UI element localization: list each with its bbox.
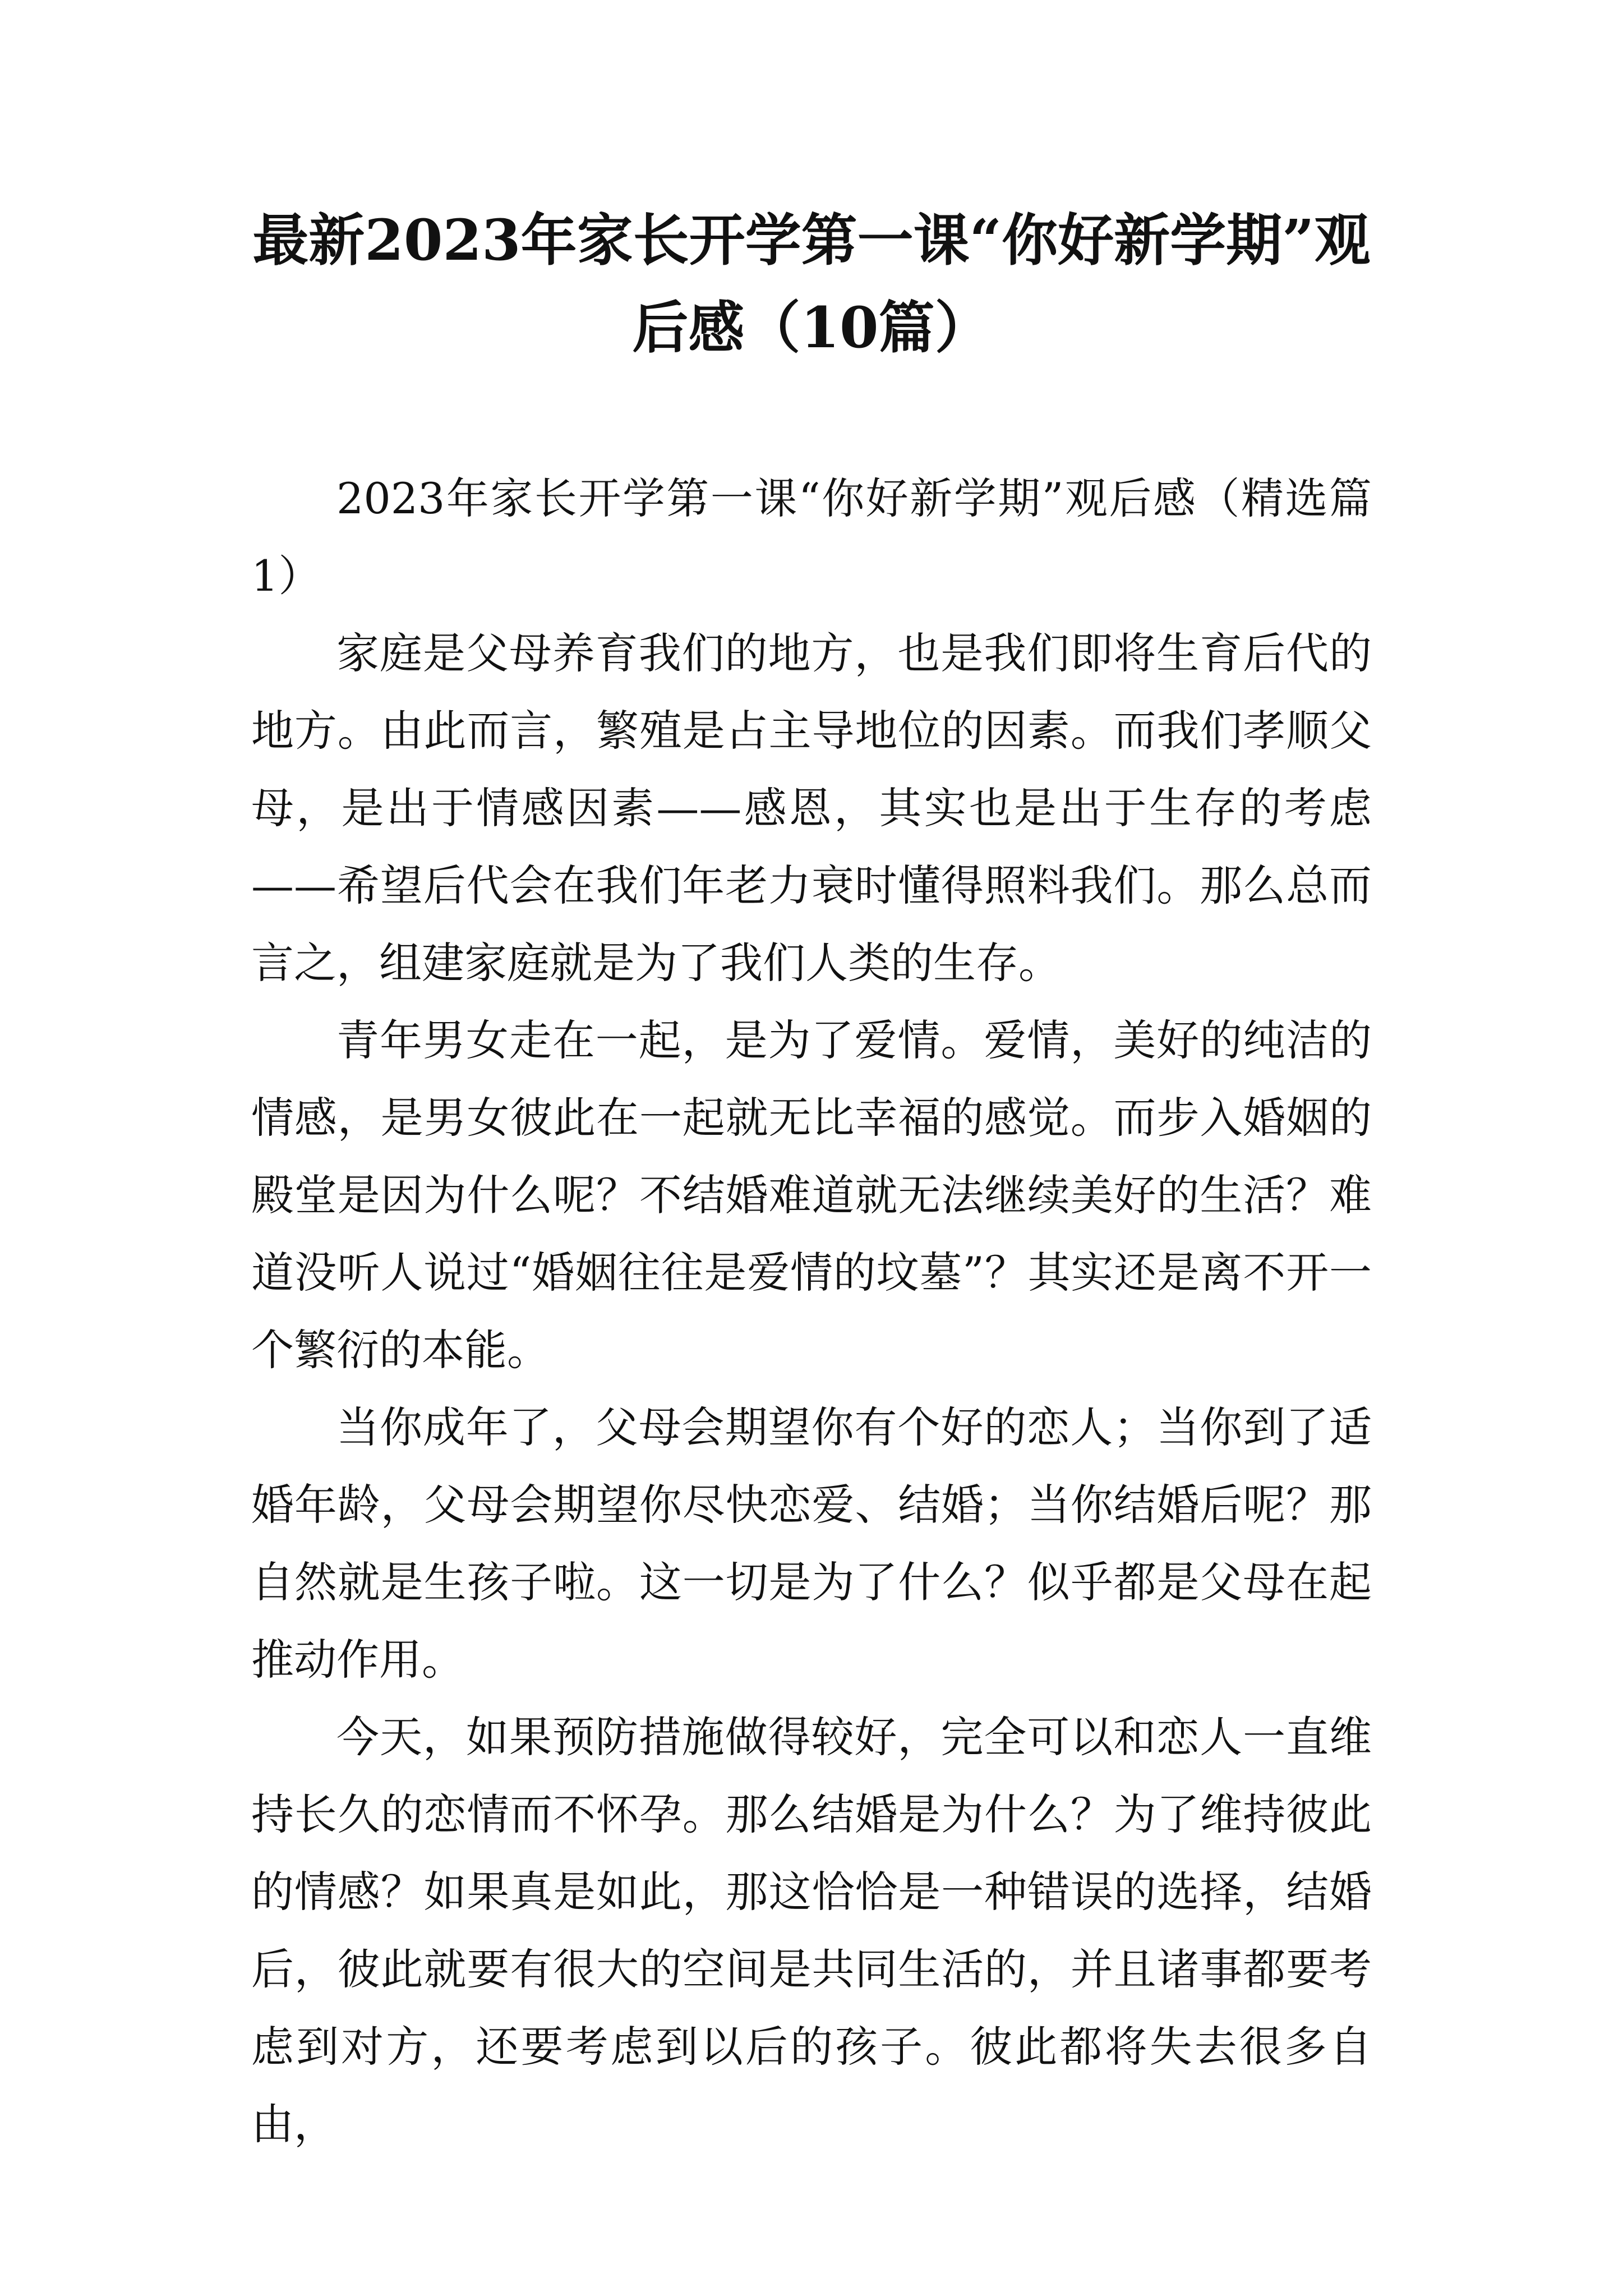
paragraph: 家庭是父母养育我们的地方，也是我们即将生育后代的地方。由此而言，繁殖是占主导地位的因素。而我们孝顺父母，是出于情感因素——感恩，其实也是出于生存的考虑——希望后代会在我们年老力衰时懂得照料我们。那么总而言之，组建家庭就是为了我们人类的生存。 [251, 628, 1372, 988]
paragraph: 当你成年了，父母会期望你有个好的恋人；当你到了适婚年龄，父母会期望你尽快恋爱、结婚；当你结婚后呢？那自然就是生孩子啦。这一切是为了什么？似乎都是父母在起推动作用。 [251, 1402, 1372, 1685]
paragraph-heading: 2023年家长开学第一课“你好新学期”观后感（精选篇1） [251, 473, 1372, 601]
paragraph: 青年男女走在一起，是为了爱情。爱情，美好的纯洁的情感，是男女彼此在一起就无比幸福的感觉。而步入婚姻的殿堂是因为什么呢？不结婚难道就无法继续美好的生活？难道没听人说过“婚姻往往是爱情的坟墓”？其实还是离不开一个繁衍的本能。 [251, 1015, 1372, 1375]
paragraph: 今天，如果预防措施做得较好，完全可以和恋人一直维持长久的恋情而不怀孕。那么结婚是为什么？为了维持彼此的情感？如果真是如此，那这恰恰是一种错误的选择，结婚后，彼此就要有很大的空间是共同生活的，并且诸事都要考虑到对方，还要考虑到以后的孩子。彼此都将失去很多自由， [251, 1712, 1372, 2149]
document-body [251, 460, 1372, 2163]
document-title: 最新2023年家长开学第一课“你好新学期”观后感（10篇） [252, 207, 1371, 361]
